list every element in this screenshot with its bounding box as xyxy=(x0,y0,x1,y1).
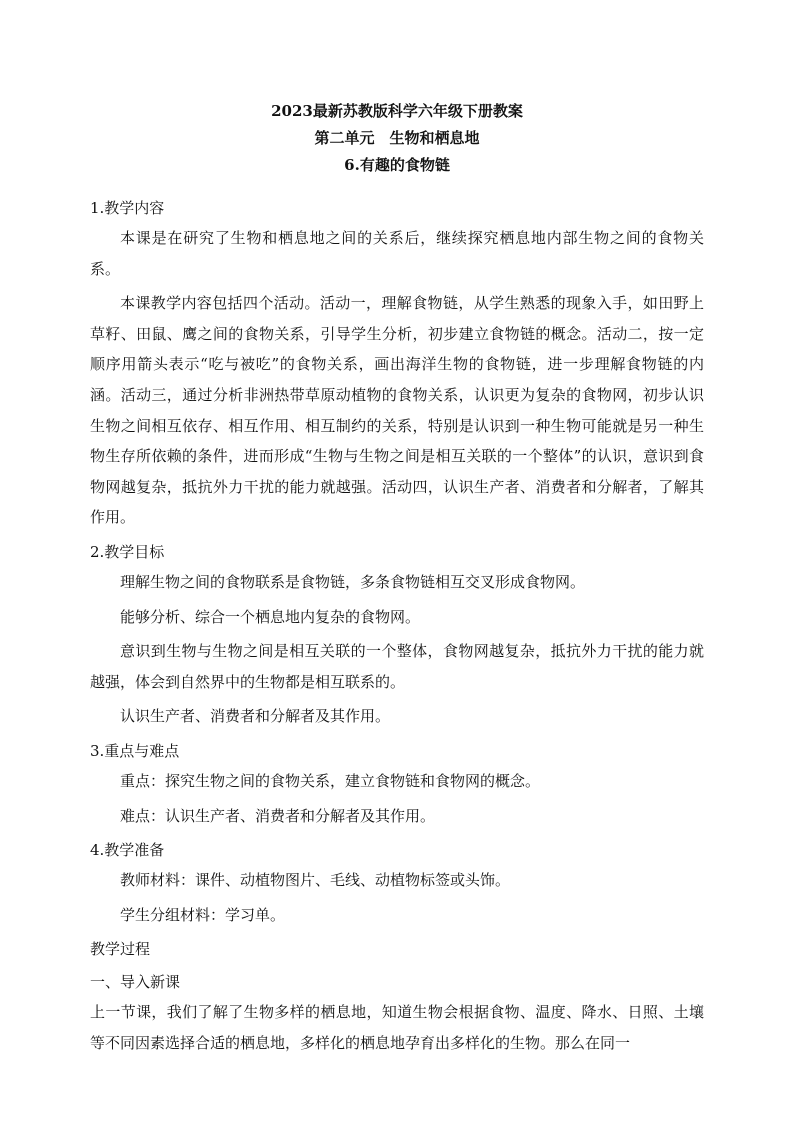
paragraph: 理解生物之间的食物联系是食物链，多条食物链相互交叉形成食物网。 xyxy=(120,572,586,591)
paragraph: 认识生产者、消费者和分解者及其作用。 xyxy=(120,707,391,726)
document-title: 2023最新苏教版科学六年级下册教案 xyxy=(271,102,523,120)
lesson-title: 6.有趣的食物链 xyxy=(344,156,450,174)
paragraph: 上一节课，我们了解了生物多样的栖息地，知道生物会根据食物、温度、降水、日照、土壤等不同因素选择合适的栖息地，多样化的栖息地孕育出多样化的生物。那么在同一 xyxy=(90,1003,704,1052)
paragraph: 本课是在研究了生物和栖息地之间的关系后，继续探究栖息地内部生物之间的食物关系。 xyxy=(90,229,704,278)
paragraph: 重点：探究生物之间的食物关系，建立食物链和食物网的概念。 xyxy=(120,771,541,790)
title-block xyxy=(90,98,704,179)
section-heading-key-points: 3.重点与难点 xyxy=(90,741,180,760)
section-heading-process: 教学过程 xyxy=(90,940,151,959)
section-heading-preparation: 4.教学准备 xyxy=(90,841,165,860)
unit-title: 第二单元 生物和栖息地 xyxy=(314,129,480,147)
document-body xyxy=(90,190,704,1062)
section-heading-content: 1.教学内容 xyxy=(90,199,165,217)
paragraph: 学生分组材料：学习单。 xyxy=(120,905,286,924)
paragraph: 能够分析、综合一个栖息地内复杂的食物网。 xyxy=(120,607,421,626)
paragraph: 难点：认识生产者、消费者和分解者及其作用。 xyxy=(120,806,436,825)
paragraph: 意识到生物与生物之间是相互关联的一个整体，食物网越复杂，抵抗外力干扰的能力就越强，体会到自然界中的生物都是相互联系的。 xyxy=(90,642,704,691)
paragraph: 教师材料：课件、动植物图片、毛线、动植物标签或头饰。 xyxy=(120,871,511,890)
subsection-heading-intro: 一、导入新课 xyxy=(90,973,181,992)
section-heading-objectives: 2.教学目标 xyxy=(90,542,165,561)
paragraph: 本课教学内容包括四个活动。活动一，理解食物链，从学生熟悉的现象入手，如田野上草籽、田鼠、鹰之间的食物关系，引导学生分析，初步建立食物链的概念。活动二，按一定顺序用箭头表示“吃与被吃”的食物关系，画出海洋生物的食物链，进一步理解食物链的内涵。活动三，通过分析非洲热带草原动植物的食物关系，认识更为复杂的食物网，初步认识生物之间相互依存、相互作用、相互制约的关系，特别是认识到一种生物可能就是另一种生物生存所依赖的条件，进而形成“生物与生物之间是相互关联的一个整体”的认识，意识到食物网越复杂，抵抗外力干扰的能力就越强。活动四，认识生产者、消费者和分解者，了解其作用。 xyxy=(90,294,704,527)
